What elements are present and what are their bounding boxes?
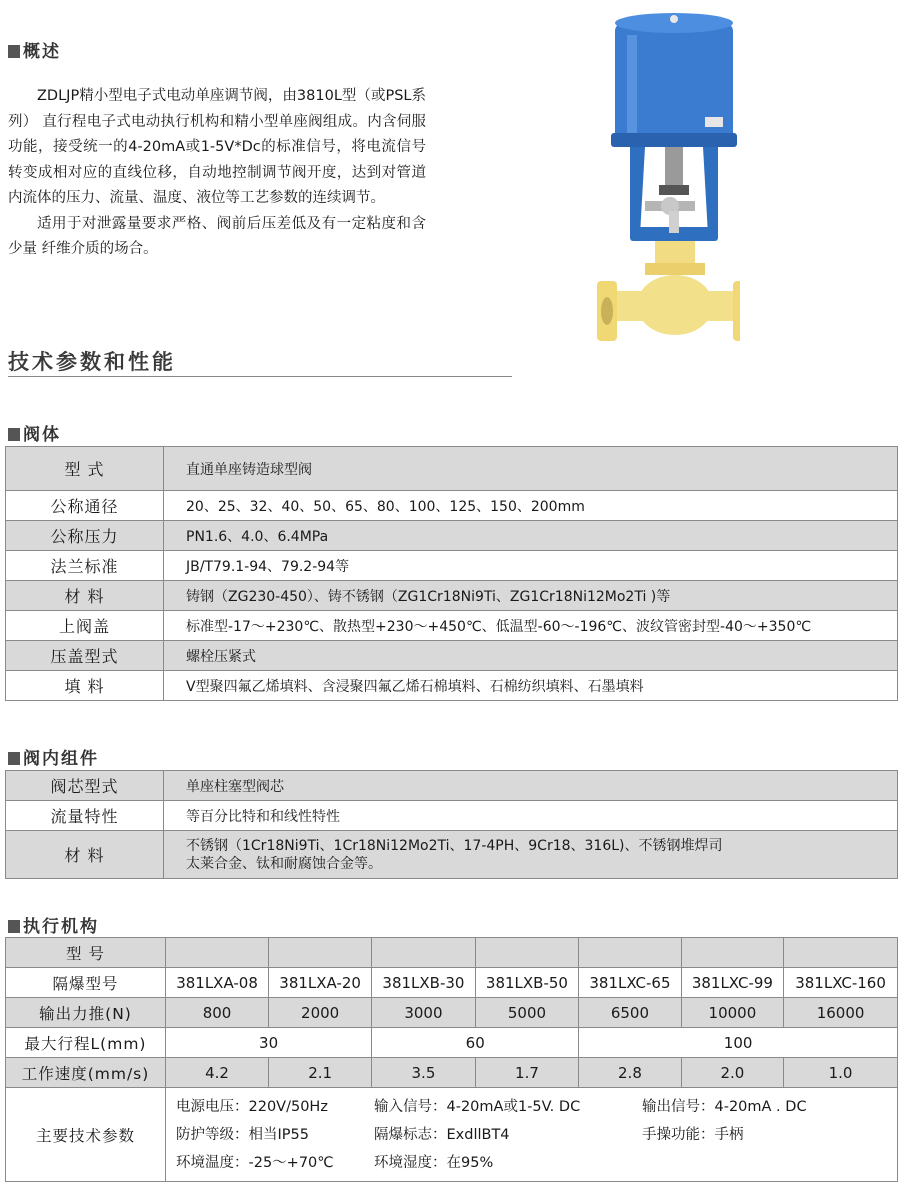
- row-label: 压盖型式: [6, 641, 164, 671]
- speed-cell: 4.2: [166, 1058, 269, 1088]
- internals-heading: 阀内组件: [8, 744, 99, 769]
- row-label: 上阀盖: [6, 611, 164, 641]
- valve-body-heading: 阀体: [8, 420, 61, 445]
- force-cell: 5000: [475, 998, 579, 1028]
- overview-paragraph-2: 适用于对泄露量要求严格、阀前后压差低及有一定粘度和含少量 纤维介质的场合。: [8, 215, 426, 257]
- table-row: [6, 1058, 898, 1088]
- valve-body-table: [5, 446, 898, 701]
- table-row: [6, 771, 898, 801]
- force-cell: 800: [166, 998, 269, 1028]
- table-row: [6, 611, 898, 641]
- force-cell: 16000: [784, 998, 898, 1028]
- square-bullet-icon: [8, 428, 20, 441]
- row-label: 材 料: [6, 581, 164, 611]
- square-bullet-icon: [8, 45, 20, 58]
- overview-heading: 概述: [8, 37, 61, 62]
- stroke-cell: 60: [372, 1028, 579, 1058]
- row-value: 等百分比特和和线性特性: [164, 801, 898, 831]
- row-label: 法兰标准: [6, 551, 164, 581]
- model-cell: 381LXB-30: [372, 968, 476, 998]
- speed-label: 工作速度(mm/s): [6, 1058, 166, 1088]
- row-label: 阀芯型式: [6, 771, 164, 801]
- stroke-label: 最大行程L(mm): [6, 1028, 166, 1058]
- force-cell: 3000: [372, 998, 476, 1028]
- speed-cell: 1.0: [784, 1058, 898, 1088]
- overview-text: [8, 84, 426, 263]
- stroke-cell: 100: [579, 1028, 898, 1058]
- table-row: [6, 1028, 898, 1058]
- force-cell: 2000: [269, 998, 372, 1028]
- params-cell: 电源电压：220V/50Hz 输入信号：4-20mA或1-5V. DC 输出信号：4-20mA . DC 防护等级：相当IP55 隔爆标志：ExdllBT4 手操功能：手柄 环境温度：-25～+70℃ 环境湿度：在95%: [166, 1088, 898, 1182]
- force-cell: 6500: [579, 998, 681, 1028]
- row-label: 型 式: [6, 447, 164, 491]
- table-row: [6, 671, 898, 701]
- speed-cell: 2.0: [681, 1058, 783, 1088]
- force-cell: 10000: [681, 998, 783, 1028]
- speed-cell: 2.8: [579, 1058, 681, 1088]
- table-row: [6, 938, 898, 968]
- row-value: V型聚四氟乙烯填料、含浸聚四氟乙烯石棉填料、石棉纺织填料、石墨填料: [164, 671, 898, 701]
- row-label: 材 料: [6, 831, 164, 879]
- row-value: 铸钢（ZG230-450）、铸不锈钢（ZG1Cr18Ni9Ti、ZG1Cr18Ni12Mo2Ti )等: [164, 581, 898, 611]
- square-bullet-icon: [8, 920, 20, 933]
- actuator-heading: 执行机构: [8, 912, 99, 937]
- table-row: [6, 447, 898, 491]
- row-value: 直通单座铸造球型阀: [164, 447, 898, 491]
- table-row: [6, 641, 898, 671]
- table-row: [6, 581, 898, 611]
- row-value: 单座柱塞型阀芯: [164, 771, 898, 801]
- overview-paragraph-1: ZDLJP精小型电子式电动单座调节阀，由3810L型（或PSL系列） 直行程电子式电动执行机构和精小型单座阀组成。内含伺服功能，接受统一的4-20mA或1-5V*Dc的标准信号，将电流信号转变成相对应的直线位移，自动地控制调节阀开度，达到对管道内流体的压力、流量、温度、液位等工艺参数的连续调节。: [8, 88, 426, 206]
- speed-cell: 2.1: [269, 1058, 372, 1088]
- params-label: 主要技术参数: [6, 1088, 166, 1182]
- actuator-table: [5, 937, 898, 1182]
- model-cell: 381LXA-08: [166, 968, 269, 998]
- row-label: 流量特性: [6, 801, 164, 831]
- square-bullet-icon: [8, 752, 20, 765]
- table-row: [6, 1088, 898, 1182]
- electric-valve-image: [585, 5, 740, 355]
- internals-table: [5, 770, 898, 879]
- table-row: [6, 998, 898, 1028]
- row-value: 20、25、32、40、50、65、80、100、125、150、200mm: [164, 491, 898, 521]
- row-label: 公称通径: [6, 491, 164, 521]
- row-value: 标准型-17～+230℃、散热型+230～+450℃、低温型-60～-196℃、波纹管密封型-40～+350℃: [164, 611, 898, 641]
- row-value: 不锈钢（1Cr18Ni9Ti、1Cr18Ni12Mo2Ti、17-4PH、9Cr18、316L)、不锈钢堆焊司 太莱合金、钛和耐腐蚀合金等。: [164, 831, 898, 879]
- explosion-model-label: 隔爆型号: [6, 968, 166, 998]
- table-row: [6, 831, 898, 879]
- model-cell: 381LXC-99: [681, 968, 783, 998]
- row-label: 公称压力: [6, 521, 164, 551]
- model-cell: 381LXC-160: [784, 968, 898, 998]
- row-value: JB/T79.1-94、79.2-94等: [164, 551, 898, 581]
- divider: [8, 376, 512, 377]
- table-row: [6, 521, 898, 551]
- table-row: [6, 968, 898, 998]
- model-label: 型 号: [6, 938, 166, 968]
- model-cell: 381LXA-20: [269, 968, 372, 998]
- speed-cell: 3.5: [372, 1058, 476, 1088]
- table-row: [6, 551, 898, 581]
- speed-cell: 1.7: [475, 1058, 579, 1088]
- tech-params-heading: 技术参数和性能: [8, 350, 176, 374]
- model-cell: 381LXC-65: [579, 968, 681, 998]
- force-label: 输出力推(N): [6, 998, 166, 1028]
- table-row: [6, 491, 898, 521]
- row-label: 填 料: [6, 671, 164, 701]
- model-cell: 381LXB-50: [475, 968, 579, 998]
- stroke-cell: 30: [166, 1028, 372, 1058]
- row-value: 螺栓压紧式: [164, 641, 898, 671]
- row-value: PN1.6、4.0、6.4MPa: [164, 521, 898, 551]
- table-row: [6, 801, 898, 831]
